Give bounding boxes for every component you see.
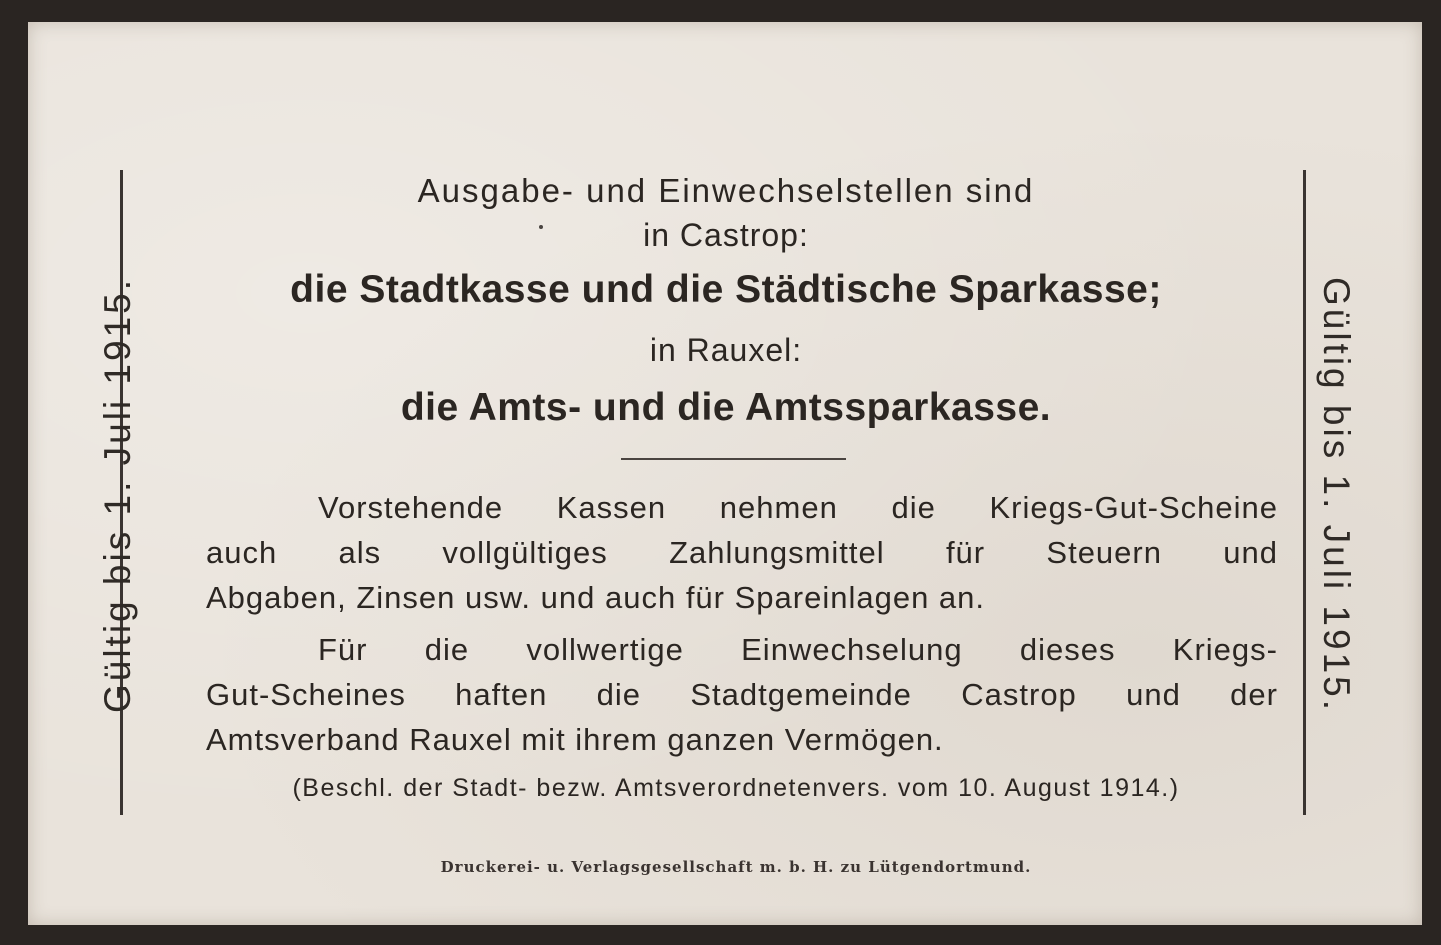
liability-line-1: Für die vollwertige Einwechselung dieses Kriegs-: [318, 632, 1278, 667]
liability-line-2: Gut-Scheines haften die Stadtgemeinde Castrop und der: [206, 677, 1278, 712]
acceptance-line-3: Abgaben, Zinsen usw. und auch für Spareinlagen an.: [206, 580, 986, 615]
rauxel-label: in Rauxel:: [649, 332, 803, 368]
acceptance-paragraph: [206, 485, 1278, 620]
banknote-back: [28, 22, 1422, 925]
divider-rule: [621, 458, 846, 460]
validity-text-left: Gültig bis 1. Juli 1915.: [97, 276, 138, 714]
rauxel-offices: die Amts- und die Amtssparkasse.: [400, 386, 1052, 429]
acceptance-line-1: Vorstehende Kassen nehmen die Kriegs-Gut-Scheine: [318, 490, 1278, 525]
acceptance-line-2: auch als vollgültiges Zahlungsmittel für Steuern und: [206, 535, 1278, 570]
liability-line-3: Amtsverband Rauxel mit ihrem ganzen Vermögen.: [206, 722, 944, 757]
castrop-offices: die Stadtkasse und die Städtische Sparkasse;: [290, 268, 1162, 311]
resolution-note: (Beschl. der Stadt- bezw. Amtsverordnetenvers. vom 10. August 1914.): [292, 774, 1180, 802]
validity-text-right: Gültig bis 1. Juli 1915.: [1316, 276, 1357, 714]
right-border-line: [1303, 170, 1306, 815]
exchange-points-heading: Ausgabe- und Einwechselstellen sind: [417, 172, 1035, 209]
castrop-label: in Castrop:: [643, 217, 809, 253]
printer-imprint: Druckerei- u. Verlagsgesellschaft m. b. H. zu Lütgendortmund.: [440, 858, 1032, 876]
liability-paragraph: [206, 627, 1278, 762]
